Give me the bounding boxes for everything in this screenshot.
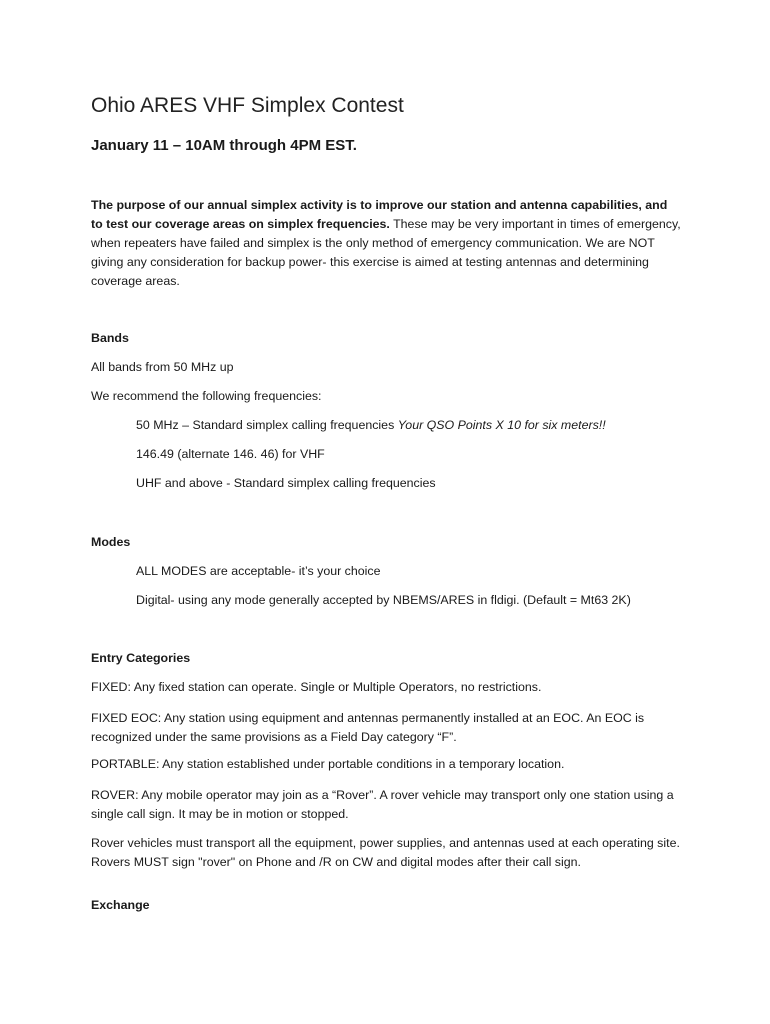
modes-all: ALL MODES are acceptable- it’s your choice <box>136 564 381 578</box>
exchange-heading: Exchange <box>91 898 150 912</box>
bands-line-recommend: We recommend the following frequencies: <box>91 389 322 403</box>
categories-heading: Entry Categories <box>91 651 191 665</box>
freq-50mhz-note: Your QSO Points X 10 for six meters!! <box>397 418 606 432</box>
modes-digital: Digital- using any mode generally accepted by NBEMS/ARES in fldigi. (Default = Mt63 2K) <box>136 593 631 607</box>
freq-vhf: 146.49 (alternate 146. 46) for VHF <box>136 447 325 461</box>
document-subtitle: January 11 – 10AM through 4PM EST. <box>91 137 357 154</box>
bands-line-all: All bands from 50 MHz up <box>91 360 234 374</box>
freq-50mhz-text: 50 MHz – Standard simplex calling frequencies <box>136 418 398 432</box>
category-portable: PORTABLE: Any station established under portable conditions in a temporary location. <box>91 757 565 771</box>
category-fixed-eoc: FIXED EOC: Any station using equipment and antennas permanently installed at an EOC. An EOC is recognized under the same provisions as a Field Day category “F”. <box>91 711 645 744</box>
intro-text: These may be very important in times of emergency, when repeaters have failed and simplex is the only method of emergency communication. We are NOT giving any consideration for backup power- this exercise is aimed at testing antennas and determining coverage areas. <box>91 217 681 288</box>
category-fixed: FIXED: Any fixed station can operate. Single or Multiple Operators, no restrictions. <box>91 680 542 694</box>
freq-50mhz <box>136 418 606 432</box>
intro-paragraph <box>91 196 681 291</box>
category-rover-note: Rover vehicles must transport all the equipment, power supplies, and antennas used at each operating site. Rovers MUST sign "rover" on Phone and /R on CW and digital modes after their call sign. <box>91 836 680 869</box>
category-rover: ROVER: Any mobile operator may join as a “Rover”. A rover vehicle may transport only one station using a single call sign. It may be in motion or stopped. <box>91 788 674 821</box>
intro-bold-text: The purpose of our annual simplex activity is to improve our station and antenna capabilities, and to test our coverage areas on simplex frequencies. <box>91 198 668 231</box>
bands-heading: Bands <box>91 331 129 345</box>
modes-heading: Modes <box>91 535 131 549</box>
freq-uhf: UHF and above - Standard simplex calling frequencies <box>136 476 436 490</box>
document-title: Ohio ARES VHF Simplex Contest <box>91 94 404 117</box>
